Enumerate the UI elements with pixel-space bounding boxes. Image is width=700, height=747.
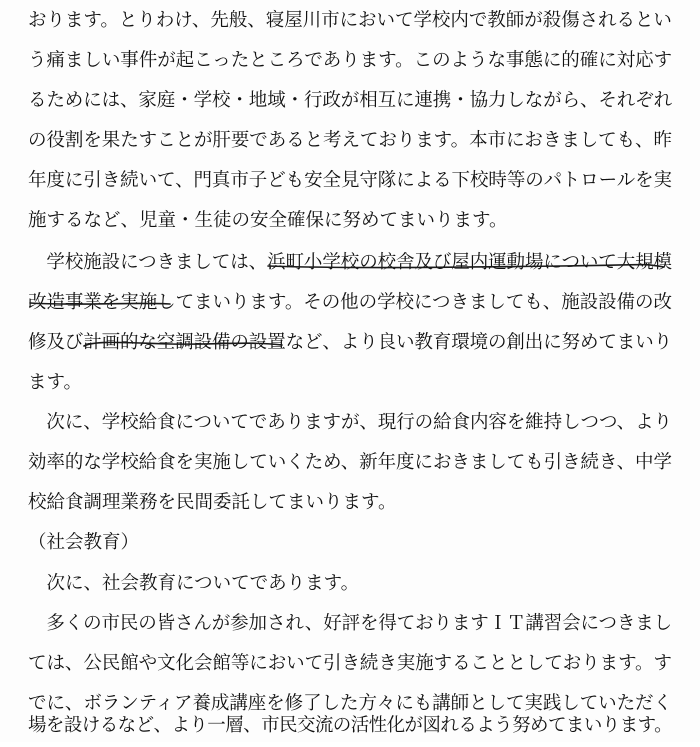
text-line-10 xyxy=(0,362,700,404)
text-line-8 xyxy=(0,282,700,324)
text-line-4 xyxy=(0,120,700,162)
line-5-text: 年度に引き続いて、門真市子ども安全見守隊による下校時等のパトロールを実 xyxy=(28,170,672,191)
text-line-13 xyxy=(0,482,700,524)
line-16-text: 多くの市民の皆さんが参加され、好評を得ておりますＩＴ講習会につきまし xyxy=(28,613,673,634)
line-4-text: の役割を果たすことが肝要であると考えております。本市におきましても、昨 xyxy=(28,130,672,151)
line-9-text: 修及び計画的な空調設備の設置など、より良い教育環境の創出に努めてまいり xyxy=(28,332,673,353)
line-15-text: 次に、社会教育についてであります。 xyxy=(28,573,360,594)
line-14-text: （社会教育） xyxy=(28,532,140,553)
text-line-16 xyxy=(0,603,700,645)
line-3-text: るためには、家庭・学校・地域・行政が相互に連携・協力しながら、それぞれ xyxy=(28,90,673,111)
line-2-text: う痛ましい事件が起こったところであります。このような事態に的確に対応す xyxy=(28,50,673,71)
text-line-14 xyxy=(0,522,700,564)
text-line-17 xyxy=(0,643,700,685)
text-line-15 xyxy=(0,563,700,605)
line-19-text: 場を設けるなど、より一層、市民交流の活性化が図れるよう努めてまいります。 xyxy=(28,715,673,736)
line-7-text: 学校施設につきましては、浜町小学校の校舎及び屋内運動場について大規模 xyxy=(28,252,672,273)
line-10-text: ます。 xyxy=(28,372,83,393)
text-line-1 xyxy=(0,0,700,42)
text-line-3 xyxy=(0,80,700,122)
text-line-11 xyxy=(0,402,700,444)
line-17-text: ては、公民館や文化会館等において引き続き実施することとしております。す xyxy=(28,653,672,674)
line-12-text: 効率的な学校給食を実施していくため、新年度におきましても引き続き、中学 xyxy=(28,452,672,473)
text-line-19 xyxy=(0,705,700,747)
text-line-6 xyxy=(0,200,700,242)
text-line-9 xyxy=(0,322,700,364)
text-line-7 xyxy=(0,242,700,284)
line-1-text: おります。とりわけ、先般、寝屋川市において学校内で教師が殺傷されるとい xyxy=(28,10,672,31)
line-13-text: 校給食調理業務を民間委託してまいります。 xyxy=(28,492,397,513)
line-18-text: でに、ボランティア養成講座を修了した方々にも講師として実践していただく xyxy=(28,693,672,714)
text-line-5 xyxy=(0,160,700,202)
line-6-text: 施するなど、児童・生徒の安全確保に努めてまいります。 xyxy=(28,210,508,231)
text-line-2 xyxy=(0,40,700,82)
line-11-text: 次に、学校給食についてでありますが、現行の給食内容を維持しつつ、より xyxy=(28,412,672,433)
line-8-text: 改造事業を実施してまいります。その他の学校につきましても、施設設備の改 xyxy=(28,292,672,313)
text-line-12 xyxy=(0,442,700,484)
